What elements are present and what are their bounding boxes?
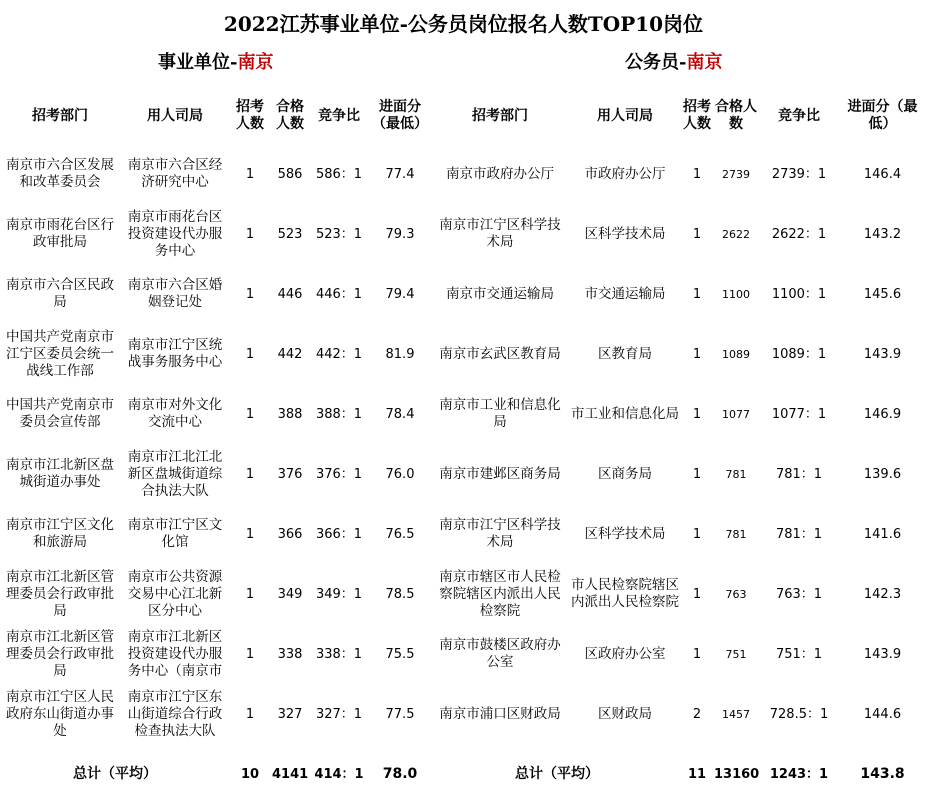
cell-ratio: 376：1 — [315, 466, 363, 482]
cell-text: 中国共产党南京市委员会宣传部 — [6, 397, 114, 430]
cell-qualified: 1077 — [722, 407, 750, 421]
cell-recruit: 1 — [692, 586, 702, 602]
cell-ratio: 781：1 — [775, 526, 823, 542]
section-heading-civil-servant — [625, 48, 722, 74]
cell-qualified: 751 — [725, 647, 747, 661]
section-prefix: 事业单位- — [158, 52, 238, 73]
cell-bureau — [568, 444, 682, 504]
table-row — [0, 144, 432, 204]
header-bureau: 用人司局 — [147, 107, 203, 124]
cell-dept — [432, 564, 568, 624]
cell-dept — [432, 324, 568, 384]
cell-text: 区教育局 — [598, 345, 652, 362]
cell-text: 南京市江宁区文化馆 — [127, 517, 223, 550]
total-qualified: 4141 — [272, 766, 309, 782]
cell-score: 79.4 — [385, 286, 415, 302]
cell-bureau — [120, 504, 230, 564]
cell-bureau — [568, 384, 682, 444]
cell-bureau — [120, 684, 230, 744]
total-score: 143.8 — [860, 765, 905, 782]
cell-ratio: 1089：1 — [771, 346, 827, 362]
table-header-row — [432, 88, 927, 144]
total-label: 总计（平均） — [515, 765, 599, 782]
cell-text: 区科学技术局 — [584, 225, 666, 242]
table-row — [432, 444, 927, 504]
cell-recruit: 1 — [692, 406, 702, 422]
cell-qualified: 2739 — [722, 167, 750, 181]
cell-text: 南京市对外文化交流中心 — [127, 397, 223, 430]
cell-ratio: 1100：1 — [771, 286, 827, 302]
cell-dept — [0, 444, 120, 504]
cell-qualified: 1457 — [722, 707, 750, 721]
cell-dept — [0, 684, 120, 744]
table-row — [0, 624, 432, 684]
table-row — [0, 384, 432, 444]
cell-score: 79.3 — [385, 226, 415, 242]
civil-servant-table — [432, 88, 927, 804]
total-ratio: 414：1 — [314, 766, 364, 782]
cell-recruit: 1 — [245, 646, 255, 662]
header-ratio: 竞争比 — [778, 107, 820, 124]
table-row — [432, 144, 927, 204]
header-qualified: 合格人数 — [276, 99, 304, 132]
table-row — [432, 564, 927, 624]
cell-bureau — [120, 564, 230, 624]
cell-dept — [432, 504, 568, 564]
cell-text: 南京市交通运输局 — [446, 285, 554, 302]
cell-text: 南京市江宁区统战事务服务中心 — [127, 337, 223, 370]
cell-dept — [0, 624, 120, 684]
cell-score: 143.9 — [863, 346, 902, 362]
cell-recruit: 1 — [245, 226, 255, 242]
cell-qualified: 366 — [277, 526, 303, 542]
cell-text: 南京市六合区经济研究中心 — [127, 157, 223, 190]
cell-dept — [432, 144, 568, 204]
cell-score: 144.6 — [863, 706, 902, 722]
total-recruit: 10 — [240, 766, 260, 782]
cell-ratio: 366：1 — [315, 526, 363, 542]
cell-bureau — [120, 444, 230, 504]
cell-recruit: 1 — [245, 706, 255, 722]
cell-qualified: 586 — [277, 166, 303, 182]
cell-score: 143.9 — [863, 646, 902, 662]
cell-bureau — [120, 144, 230, 204]
section-heading-public-institution — [158, 48, 273, 74]
cell-qualified: 781 — [725, 467, 747, 481]
header-qualified: 合格人数 — [715, 99, 757, 132]
header-bureau: 用人司局 — [597, 107, 653, 124]
table-row — [0, 564, 432, 624]
cell-dept — [432, 444, 568, 504]
cell-text: 南京市江宁区科学技术局 — [439, 517, 561, 550]
cell-ratio: 2739：1 — [771, 166, 827, 182]
cell-text: 南京市工业和信息化局 — [439, 397, 561, 430]
header-dept: 招考部门 — [32, 107, 88, 124]
cell-qualified: 327 — [277, 706, 303, 722]
cell-bureau — [568, 564, 682, 624]
cell-dept — [432, 684, 568, 744]
cell-bureau — [120, 324, 230, 384]
total-ratio: 1243：1 — [769, 766, 829, 782]
table-row — [432, 264, 927, 324]
cell-recruit: 1 — [692, 166, 702, 182]
cell-dept — [0, 324, 120, 384]
cell-ratio: 586：1 — [315, 166, 363, 182]
cell-recruit: 1 — [245, 586, 255, 602]
header-score: 进面分（最低） — [847, 99, 918, 132]
cell-recruit: 1 — [692, 226, 702, 242]
cell-text: 南京市江北江北新区盘城街道综合执法大队 — [127, 448, 223, 499]
cell-text: 市交通运输局 — [584, 285, 666, 302]
cell-score: 78.4 — [385, 406, 415, 422]
cell-dept — [0, 564, 120, 624]
cell-recruit: 1 — [245, 166, 255, 182]
cell-text: 南京市辖区市人民检察院辖区内派出人民检察院 — [439, 568, 561, 619]
cell-ratio: 327：1 — [315, 706, 363, 722]
cell-ratio: 751：1 — [775, 646, 823, 662]
total-recruit: 11 — [687, 766, 707, 782]
cell-text: 市政府办公厅 — [584, 165, 666, 182]
cell-dept — [432, 624, 568, 684]
header-recruit: 招考人数 — [236, 99, 264, 132]
cell-score: 77.4 — [385, 166, 415, 182]
page-title: 2022江苏事业单位-公务员岗位报名人数TOP10岗位 — [223, 12, 704, 36]
cell-text: 南京市六合区民政局 — [6, 277, 114, 310]
cell-qualified: 1100 — [722, 287, 750, 301]
table-row — [432, 504, 927, 564]
cell-recruit: 1 — [245, 286, 255, 302]
cell-recruit: 2 — [692, 706, 702, 722]
total-qualified: 13160 — [714, 766, 760, 782]
cell-text: 南京市鼓楼区政府办公室 — [439, 637, 561, 670]
cell-score: 145.6 — [863, 286, 902, 302]
table-row — [0, 264, 432, 324]
cell-text: 市工业和信息化局 — [571, 405, 679, 422]
section-city: 南京 — [686, 52, 723, 73]
cell-ratio: 338：1 — [315, 646, 363, 662]
cell-recruit: 1 — [245, 406, 255, 422]
cell-recruit: 1 — [692, 646, 702, 662]
cell-score: 146.4 — [863, 166, 902, 182]
cell-ratio: 763：1 — [775, 586, 823, 602]
cell-bureau — [568, 624, 682, 684]
cell-text: 区商务局 — [598, 465, 652, 482]
table-row — [432, 624, 927, 684]
cell-score: 75.5 — [385, 646, 415, 662]
cell-score: 76.0 — [385, 466, 415, 482]
cell-text: 南京市江北新区管理委员会行政审批局 — [6, 568, 114, 619]
cell-dept — [432, 204, 568, 264]
cell-qualified: 2622 — [722, 227, 750, 241]
cell-qualified: 1089 — [722, 347, 750, 361]
cell-qualified: 338 — [277, 646, 303, 662]
cell-bureau — [568, 324, 682, 384]
cell-qualified: 523 — [277, 226, 303, 242]
total-row — [432, 744, 927, 804]
cell-score: 146.9 — [863, 406, 902, 422]
cell-text: 南京市玄武区教育局 — [439, 345, 561, 362]
cell-text: 南京市政府办公厅 — [446, 165, 554, 182]
cell-text: 南京市江北新区投资建设代办服务中心（南京市 — [127, 628, 223, 679]
cell-bureau — [120, 204, 230, 264]
cell-qualified: 376 — [277, 466, 303, 482]
cell-ratio: 728.5：1 — [769, 706, 829, 722]
cell-recruit: 1 — [692, 346, 702, 362]
cell-text: 中国共产党南京市江宁区委员会统一战线工作部 — [6, 328, 114, 379]
table-row — [432, 324, 927, 384]
cell-score: 77.5 — [385, 706, 415, 722]
total-row — [0, 744, 432, 804]
cell-ratio: 523：1 — [315, 226, 363, 242]
cell-score: 81.9 — [385, 346, 415, 362]
cell-text: 南京市雨花台区投资建设代办服务中心 — [127, 208, 223, 259]
section-city: 南京 — [237, 52, 274, 73]
cell-qualified: 781 — [725, 527, 747, 541]
cell-recruit: 1 — [245, 526, 255, 542]
cell-text: 区政府办公室 — [584, 645, 666, 662]
cell-recruit: 1 — [692, 466, 702, 482]
cell-qualified: 442 — [277, 346, 303, 362]
cell-dept — [432, 264, 568, 324]
cell-bureau — [568, 504, 682, 564]
header-ratio: 竞争比 — [318, 107, 360, 124]
cell-recruit: 1 — [245, 466, 255, 482]
cell-qualified: 388 — [277, 406, 303, 422]
cell-qualified: 763 — [725, 587, 747, 601]
cell-bureau — [568, 684, 682, 744]
cell-text: 区科学技术局 — [584, 525, 666, 542]
cell-text: 南京市江北新区管理委员会行政审批局 — [6, 628, 114, 679]
cell-score: 141.6 — [863, 526, 902, 542]
header-score: 进面分（最低） — [372, 99, 428, 132]
cell-dept — [432, 384, 568, 444]
cell-ratio: 781：1 — [775, 466, 823, 482]
table-row — [432, 684, 927, 744]
cell-score: 78.5 — [385, 586, 415, 602]
cell-ratio: 442：1 — [315, 346, 363, 362]
total-score: 78.0 — [382, 765, 418, 782]
cell-dept — [0, 204, 120, 264]
header-recruit: 招考人数 — [683, 99, 711, 132]
cell-ratio: 2622：1 — [771, 226, 827, 242]
header-dept: 招考部门 — [472, 107, 528, 124]
cell-text: 南京市浦口区财政局 — [439, 705, 561, 722]
cell-dept — [0, 384, 120, 444]
cell-score: 142.3 — [863, 586, 902, 602]
cell-recruit: 1 — [692, 286, 702, 302]
table-row — [0, 504, 432, 564]
cell-text: 南京市江北新区盘城街道办事处 — [6, 457, 114, 490]
cell-bureau — [568, 204, 682, 264]
table-row — [0, 684, 432, 744]
cell-text: 市人民检察院辖区内派出人民检察院 — [571, 577, 679, 610]
cell-dept — [0, 144, 120, 204]
cell-text: 南京市六合区婚姻登记处 — [127, 277, 223, 310]
cell-text: 南京市江宁区人民政府东山街道办事处 — [6, 688, 114, 739]
cell-text: 南京市建邺区商务局 — [439, 465, 561, 482]
cell-text: 南京市雨花台区行政审批局 — [6, 217, 114, 250]
cell-text: 南京市公共资源交易中心江北新区分中心 — [127, 568, 223, 619]
cell-recruit: 1 — [692, 526, 702, 542]
cell-text: 区财政局 — [598, 705, 652, 722]
table-row — [0, 204, 432, 264]
table-row — [0, 444, 432, 504]
table-row — [0, 324, 432, 384]
cell-dept — [0, 264, 120, 324]
cell-text: 南京市江宁区东山街道综合行政检查执法大队 — [127, 688, 223, 739]
cell-ratio: 388：1 — [315, 406, 363, 422]
cell-dept — [0, 504, 120, 564]
section-prefix: 公务员- — [625, 52, 687, 73]
cell-bureau — [120, 264, 230, 324]
cell-text: 南京市江宁区文化和旅游局 — [6, 517, 114, 550]
cell-bureau — [120, 384, 230, 444]
cell-bureau — [568, 264, 682, 324]
total-label: 总计（平均） — [73, 765, 157, 782]
table-row — [432, 384, 927, 444]
cell-bureau — [120, 624, 230, 684]
cell-qualified: 349 — [277, 586, 303, 602]
cell-score: 139.6 — [863, 466, 902, 482]
cell-ratio: 446：1 — [315, 286, 363, 302]
cell-qualified: 446 — [277, 286, 303, 302]
table-row — [432, 204, 927, 264]
cell-text: 南京市六合区发展和改革委员会 — [6, 157, 114, 190]
cell-score: 76.5 — [385, 526, 415, 542]
public-institution-table — [0, 88, 432, 804]
cell-bureau — [568, 144, 682, 204]
table-header-row — [0, 88, 432, 144]
cell-ratio: 349：1 — [315, 586, 363, 602]
cell-ratio: 1077：1 — [771, 406, 827, 422]
cell-text: 南京市江宁区科学技术局 — [439, 217, 561, 250]
cell-score: 143.2 — [863, 226, 902, 242]
cell-recruit: 1 — [245, 346, 255, 362]
